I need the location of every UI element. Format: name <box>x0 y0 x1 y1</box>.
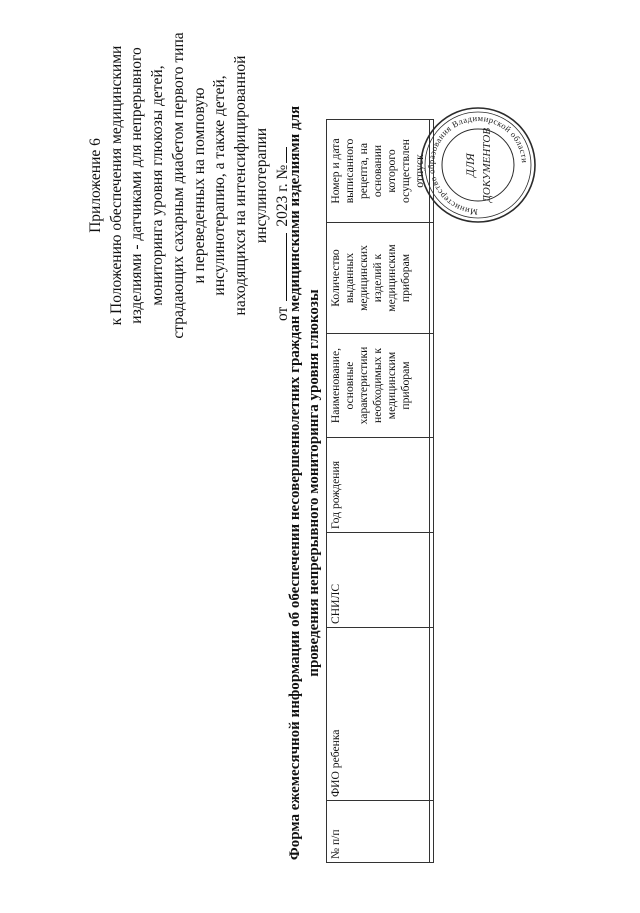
table-cell <box>430 334 434 438</box>
appendix-line: к Положению обеспечения медицинскими <box>107 45 125 326</box>
appendix-line: мониторинга уровня глюкозы детей, <box>149 65 167 306</box>
table-cell <box>430 438 434 533</box>
table-cell <box>430 533 434 628</box>
appendix-line: и переведенных на помповую <box>190 87 208 284</box>
header-cell-prescription: Номер и дата выписанного рецепта, на основании которого осуществлен отпуск <box>327 120 430 223</box>
appendix-header <box>86 18 294 353</box>
header-cell-snils: СНИЛС <box>327 533 430 628</box>
table-cell <box>430 801 434 863</box>
official-stamp <box>418 105 538 225</box>
appendix-line: изделиями - датчиками для непрерывного <box>128 47 146 324</box>
table-row <box>430 120 434 863</box>
stamp-ring-text: Министерство образования Владимирской области <box>425 112 531 218</box>
date-suffix: 2023 г. № <box>274 164 292 227</box>
table-header-row <box>327 120 430 863</box>
stamp-center-line: ДОКУМЕНТОВ <box>481 127 493 203</box>
appendix-line: инсулинотерапию, а также детей, <box>211 75 229 296</box>
stamp-center-line: ДЛЯ <box>463 153 477 177</box>
form-title-line: Форма ежемесячной информации об обеспечении несовершеннолетних граждан медицинскими изделиями для <box>287 105 303 861</box>
info-table <box>326 119 434 863</box>
appendix-line: Приложение 6 <box>87 138 104 233</box>
header-cell-number: № п/п <box>327 801 430 863</box>
header-cell-birth-year: Год рождения <box>327 438 430 533</box>
form-title <box>286 63 324 903</box>
header-cell-quantity: Количество выданных медицинских изделий к медицинским приборам <box>327 223 430 334</box>
appendix-line: страдающих сахарным диабетом первого типа <box>169 32 187 339</box>
table-cell <box>430 628 434 801</box>
header-cell-child-name: ФИО ребенка <box>327 628 430 801</box>
header-cell-device-name: Наименование, основные характеристики необходимых к медицинским приборам <box>327 334 430 438</box>
table-cell <box>430 223 434 334</box>
date-prefix: от <box>274 306 292 321</box>
form-title-line: проведения непрерывного мониторинга уровня глюкозы <box>306 289 322 677</box>
appendix-line: инсулинотерапии <box>252 127 270 244</box>
appendix-line: находящихся на интенсифицированной <box>231 55 249 316</box>
